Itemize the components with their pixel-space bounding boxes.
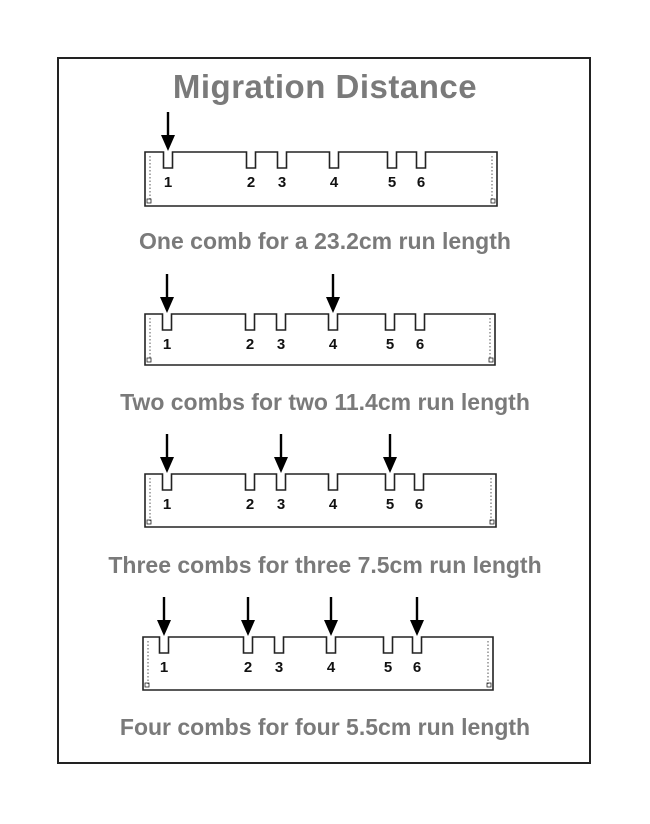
tray-3-comb-arrow-head-well-1 xyxy=(160,457,174,473)
tray-4-well-2-label: 2 xyxy=(243,659,253,676)
gel-tray-4 xyxy=(143,637,493,690)
tray-3-comb-arrow-head-well-5 xyxy=(383,457,397,473)
tray-2-well-6-label: 6 xyxy=(415,336,425,353)
tray-1-well-2-label: 2 xyxy=(246,174,256,191)
tray-4-well-5-label: 5 xyxy=(383,659,393,676)
tray-4-comb-arrow-head-well-2 xyxy=(241,620,255,636)
tray-4-comb-arrow-head-well-1 xyxy=(157,620,171,636)
tray-4-comb-arrow-head-well-6 xyxy=(410,620,424,636)
figure-title: Migration Distance xyxy=(172,68,478,105)
tray-3-well-5-label: 5 xyxy=(385,496,395,513)
caption-config-1: One comb for a 23.2cm run length xyxy=(139,228,511,254)
tray-1-well-1-label: 1 xyxy=(163,174,173,191)
caption-config-4: Four combs for four 5.5cm run length xyxy=(119,714,531,740)
tray-2-well-5-label: 5 xyxy=(385,336,395,353)
caption-config-2: Two combs for two 11.4cm run length xyxy=(120,389,530,415)
tray-2-comb-arrow-head-well-4 xyxy=(326,297,340,313)
tray-4-well-4-label: 4 xyxy=(326,659,336,676)
tray-2-well-3-label: 3 xyxy=(276,336,286,353)
tray-1-well-3-label: 3 xyxy=(277,174,287,191)
tray-3-well-2-label: 2 xyxy=(245,496,255,513)
gel-tray-3 xyxy=(145,474,496,527)
tray-3-well-1-label: 1 xyxy=(162,496,172,513)
tray-4-comb-arrow-head-well-4 xyxy=(324,620,338,636)
tray-2-well-1-label: 1 xyxy=(162,336,172,353)
gel-tray-2 xyxy=(145,314,495,365)
tray-4-well-1-label: 1 xyxy=(159,659,169,676)
gel-tray-1 xyxy=(145,152,497,206)
tray-3-comb-arrow-head-well-3 xyxy=(274,457,288,473)
tray-2-well-2-label: 2 xyxy=(245,336,255,353)
tray-3-well-6-label: 6 xyxy=(414,496,424,513)
tray-3-well-3-label: 3 xyxy=(276,496,286,513)
tray-4-well-6-label: 6 xyxy=(412,659,422,676)
tray-3-well-4-label: 4 xyxy=(328,496,338,513)
tray-1-well-4-label: 4 xyxy=(329,174,339,191)
tray-1-well-6-label: 6 xyxy=(416,174,426,191)
caption-config-3: Three combs for three 7.5cm run length xyxy=(108,552,542,578)
tray-4-well-3-label: 3 xyxy=(274,659,284,676)
tray-1-comb-arrow-head-well-1 xyxy=(161,135,175,151)
tray-2-comb-arrow-head-well-1 xyxy=(160,297,174,313)
tray-2-well-4-label: 4 xyxy=(328,336,338,353)
tray-1-well-5-label: 5 xyxy=(387,174,397,191)
